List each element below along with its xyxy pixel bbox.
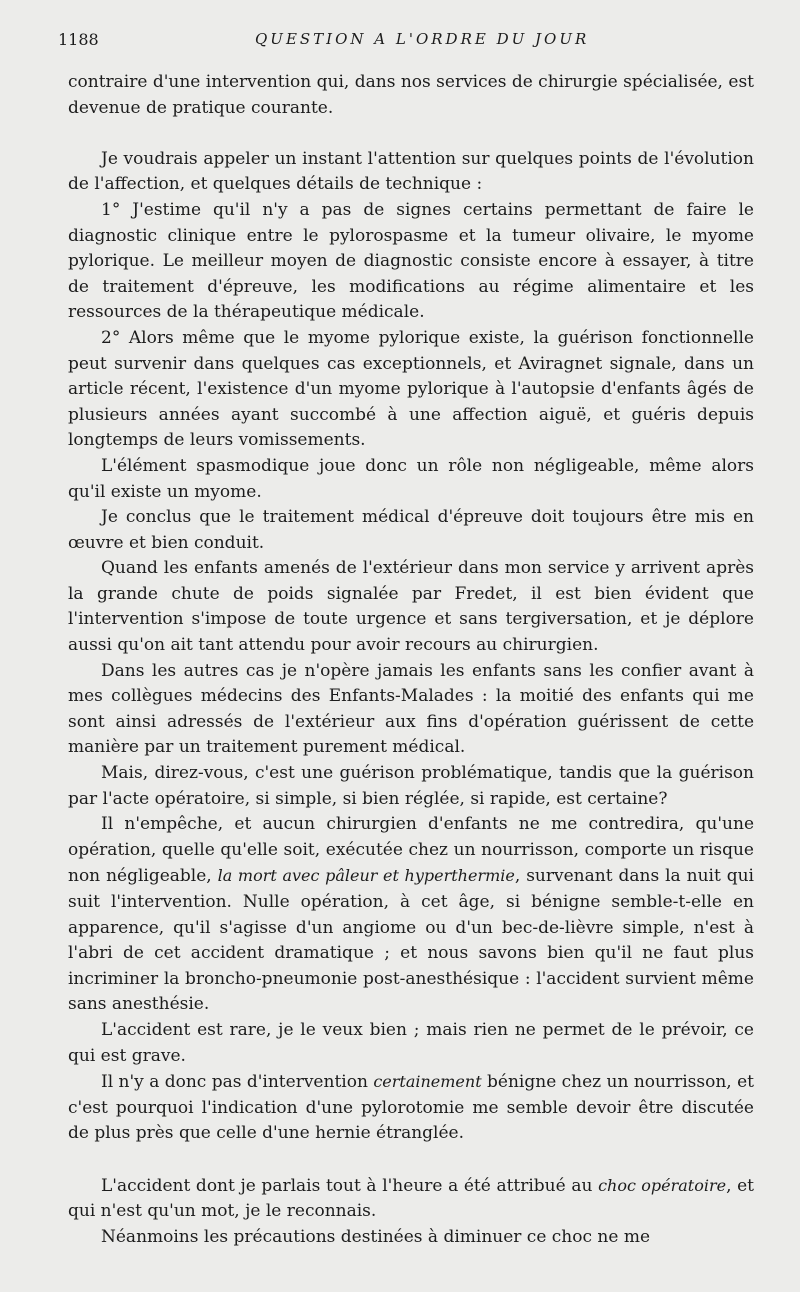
paragraph-rare-accident: L'accident est rare, je le veux bien ; mais rien ne permet de le prévoir, ce qui est grave. <box>68 1019 754 1066</box>
shock-italic-phrase: choc opératoire <box>598 1175 727 1195</box>
benign-text-after: bénigne chez un nourrisson, et c'est pourquoi l'indication d'une pylorotomie me semble devoir être discutée de plus près que celle d'une hernie étranglée. <box>68 1072 755 1144</box>
shock-text-after: , et qui n'est qu'un mot, je le reconnais. <box>68 1175 755 1222</box>
paragraph-objection: Mais, direz-vous, c'est une guérison problématique, tandis que la guérison par l'acte opératoire, si simple, si bien réglée, si rapide, est certaine? <box>68 763 754 809</box>
running-title: QUESTION A L'ORDRE DU JOUR <box>255 30 590 48</box>
paragraph-continuation: contraire d'une intervention qui, dans nos services de chirurgie spécialisée, est devenue de pratique courante. <box>68 72 754 118</box>
page-header <box>58 30 758 54</box>
paragraph-point-2: 2° Alors même que le myome pylorique existe, la guérison fonctionnelle peut survenir dans quelques cas exceptionnels, et Aviragnet signale, dans un article récent, l'existence d'un myome pylorique à l'autopsie d'enfants âgés de plusieurs années ayant succombé à une affection aiguë, et guéris depuis longtemps de leurs vomissements. <box>68 327 754 451</box>
benign-text-before: Il n'y a donc pas d'intervention <box>101 1072 374 1093</box>
paragraph-urgent-cases: Quand les enfants amenés de l'extérieur dans mon service y arrivent après la grande chute de poids signalée par Fredet, il est bien évident que l'intervention s'impose de toute urgence et sans tergiversation, et je déplore aussi qu'on ait tant attendu pour avoir recours au chirurgien. <box>68 558 754 656</box>
paragraph-conclusion: Je conclus que le traitement médical d'épreuve doit toujours être mis en œuvre et bien conduit. <box>68 507 754 553</box>
paragraph-point-1: 1° J'estime qu'il n'y a pas de signes certains permettant de faire le diagnostic clinique entre le pylorospasme et la tumeur olivaire, le myome pylorique. Le meilleur moyen de diagnostic consiste encore à essayer, à titre de traitement d'épreuve, les modifications au régime alimentaire et les ressources de la thérapeutique médicale. <box>68 199 754 323</box>
risk-text-before: Il n'empêche, et aucun chirurgien d'enfants ne me contredira, qu'une opération, quelle qu'elle soit, exécutée chez un nourrisson, comporte un risque non négligeable, <box>68 814 754 887</box>
page-number: 1188 <box>58 30 99 49</box>
paragraph-intro: Je voudrais appeler un instant l'attention sur quelques points de l'évolution de l'affection, et quelques détails de technique : <box>68 148 754 195</box>
shock-text-before: L'accident dont je parlais tout à l'heure a été attribué au <box>101 1175 599 1196</box>
risk-text-after: , survenant dans la nuit qui suit l'intervention. Nulle opération, à cet âge, si bénigne semble-t-elle en apparence, qu'il s'agisse d'un angiome ou d'un bec-de-lièvre simple, n'est à l'abri de cet accident dramatique ; et nous savons bien qu'il ne faut plus incriminer la broncho-pneumonie post-anesthésique : l'accident survient même sans anesthésie. <box>68 866 754 1015</box>
paragraph-risk <box>68 812 754 1018</box>
benign-italic-word: certainement <box>373 1072 482 1092</box>
paragraph-other-cases: Dans les autres cas je n'opère jamais les enfants sans les confier avant à mes collègues médecins des Enfants-Malades : la moitié des enfants qui me sont ainsi adressés de l'extérieur aux fins d'opération guérissent de cette manière par un traitement purement médical. <box>68 660 754 758</box>
paragraph-spasmodic: L'élément spasmodique joue donc un rôle non négligeable, même alors qu'il existe un myome. <box>68 455 754 502</box>
body-text <box>68 70 754 1250</box>
paragraph-shock <box>68 1173 754 1225</box>
risk-italic-phrase: la mort avec pâleur et hyperthermie <box>217 866 515 886</box>
paragraph-precautions: Néanmoins les précautions destinées à diminuer ce choc ne me <box>101 1226 651 1247</box>
paragraph-no-benign <box>68 1069 754 1147</box>
